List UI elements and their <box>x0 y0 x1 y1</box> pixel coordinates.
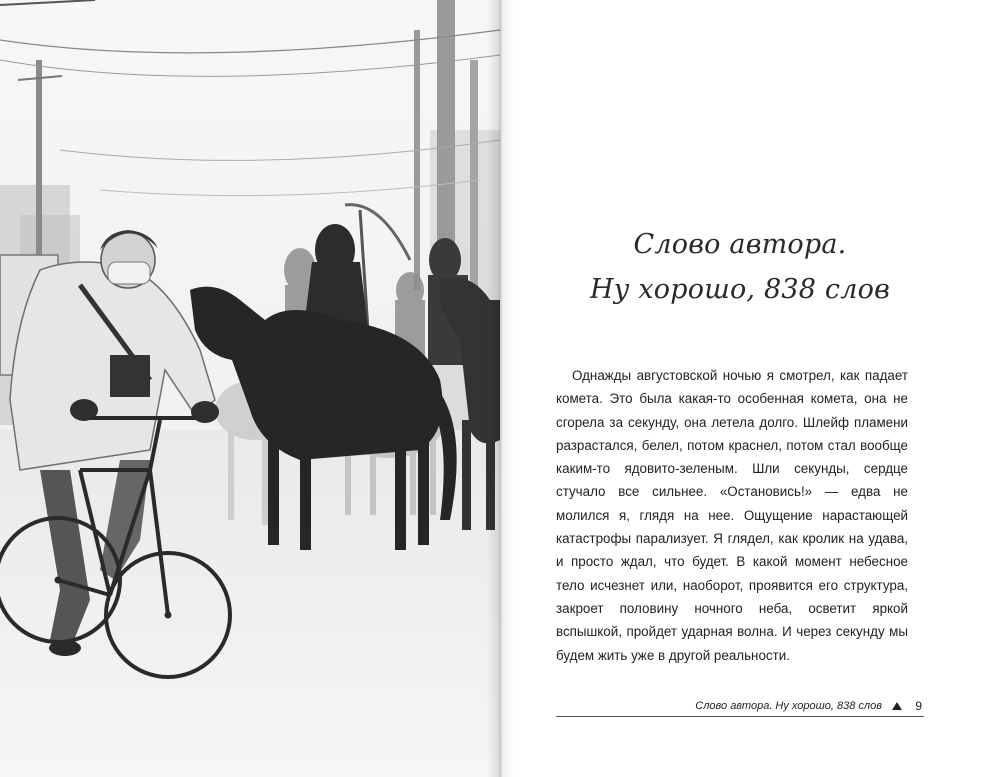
page-number: 9 <box>915 699 922 713</box>
chapter-title-line-2: Ну хорошо, 838 слов <box>589 274 890 305</box>
running-head: Слово автора. Ну хорошо, 838 слов <box>695 700 882 712</box>
book-gutter <box>486 0 514 777</box>
chapter-title <box>560 222 920 312</box>
pencil-sketch-illustration <box>0 0 500 777</box>
body-paragraph: Однажды августовской ночью я смотрел, как падает комета. Это была какая-то особенная комета, она не сгорела за секунду, она летела долго. Шлейф пламени разрастался, белел, потом краснел, потом стал вообще каким-то ядовито-зеленым. Шли секунды, сердце стучало все сильнее. «Остановись!» — едва не молился я, глядя на нее. Ощущение нарастающей катастрофы парализует. Я глядел, как кролик на удава, и просто ждал, что будет. В какой момент небесное тело исчезнет или, наоборот, проявится его структура, закроет половину ночного неба, осветит яркой вспышкой, пройдет ударная волна. И через секунду мы будем жить уже в другой реальности. <box>556 368 908 663</box>
triangle-icon <box>892 702 902 710</box>
page-footer <box>556 700 924 717</box>
left-page <box>0 0 500 777</box>
chapter-title-line-1: Слово автора. <box>633 229 847 260</box>
